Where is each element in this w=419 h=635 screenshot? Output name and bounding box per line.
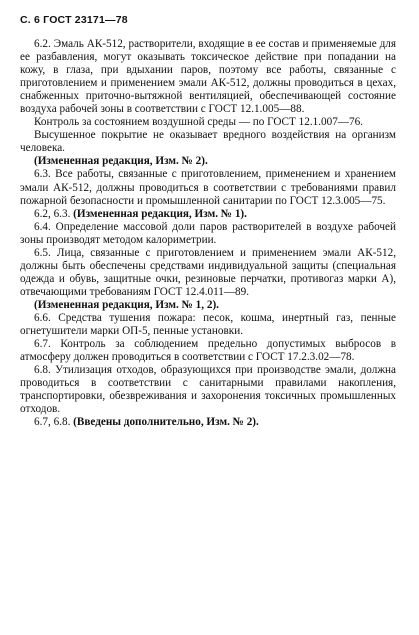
paragraph-6-7: 6.7. Контроль за соблюдением предельно допустимых выбросов в атмосферу должен проводиться в соответствии с ГОСТ 17.2.3.02—78. xyxy=(20,338,396,364)
paragraph-6-6: 6.6. Средства тушения пожара: песок, кошма, инертный газ, пенные огнетушители марки ОП-5, пенные установки. xyxy=(20,311,396,338)
paragraph-control: Контроль за состоянием воздушной среды — по ГОСТ 12.1.007—76. xyxy=(34,116,363,129)
amendment-lead: 6.2, 6.3. xyxy=(34,207,74,220)
amendment-bold: (Измененная редакция, Изм. № 1). xyxy=(73,207,247,220)
document-body xyxy=(20,38,396,429)
paragraph-6-4: 6.4. Определение массовой доли паров растворителей в воздухе рабочей зоны производят методом калориметрии. xyxy=(20,220,396,246)
amendment-note: (Измененная редакция, Изм. № 2). xyxy=(34,155,208,168)
amendment-lead: 6.7, 6.8. xyxy=(34,416,74,429)
paragraph-6-5: 6.5. Лица, связанные с приготовлением и применением эмали АК-512, должны быть обеспечены средствами индивидуальной защиты (специальная одежда и обувь, защитные очки, резиновые перчатки, противогаз марки А), отвечающими требованиям ГОСТ 12.4.011—89. xyxy=(20,246,396,298)
paragraph-6-3: 6.3. Все работы, связанные с приготовлением, применением и хранением эмали АК-512, должны проводиться в соответствии с требованиями правил пожарной безопасности и промышленной санитарии по ГОСТ 12.3.005—75. xyxy=(20,168,396,207)
amendment-bold: (Введены дополнительно, Изм. № 2). xyxy=(73,416,259,429)
amendment-note-2: (Измененная редакция, Изм. № 1, 2). xyxy=(34,298,219,311)
paragraph-6-8: 6.8. Утилизация отходов, образующихся при производстве эмали, должна проводиться в соответствии с санитарными правилами накопления, транспортировки, обезвреживания и захоронения токсичных промышленных отходов. xyxy=(20,364,396,416)
paragraph-coating: Высушенное покрытие не оказывает вредного воздействия на организм человека. xyxy=(20,129,396,155)
paragraph-6-2: 6.2. Эмаль АК-512, растворители, входящие в ее состав и применяемые для ее разбавления, могут оказывать токсическое действие при попадании на кожу, в глаза, при вдыхании паров, поэтому все работы, связанные с приготовлением и применением эмали АК-512, должны проводиться в цехах, снабженных приточно-вытяжной вентиляцией, обеспечивающей состояние воздуха рабочей зоны в соответствии с ГОСТ 12.1.005—88. xyxy=(20,38,396,116)
amendment-6-2-6-3 xyxy=(20,208,396,221)
amendment-6-7-6-8 xyxy=(20,416,396,429)
page-header: С. 6 ГОСТ 23171—78 xyxy=(20,14,128,26)
